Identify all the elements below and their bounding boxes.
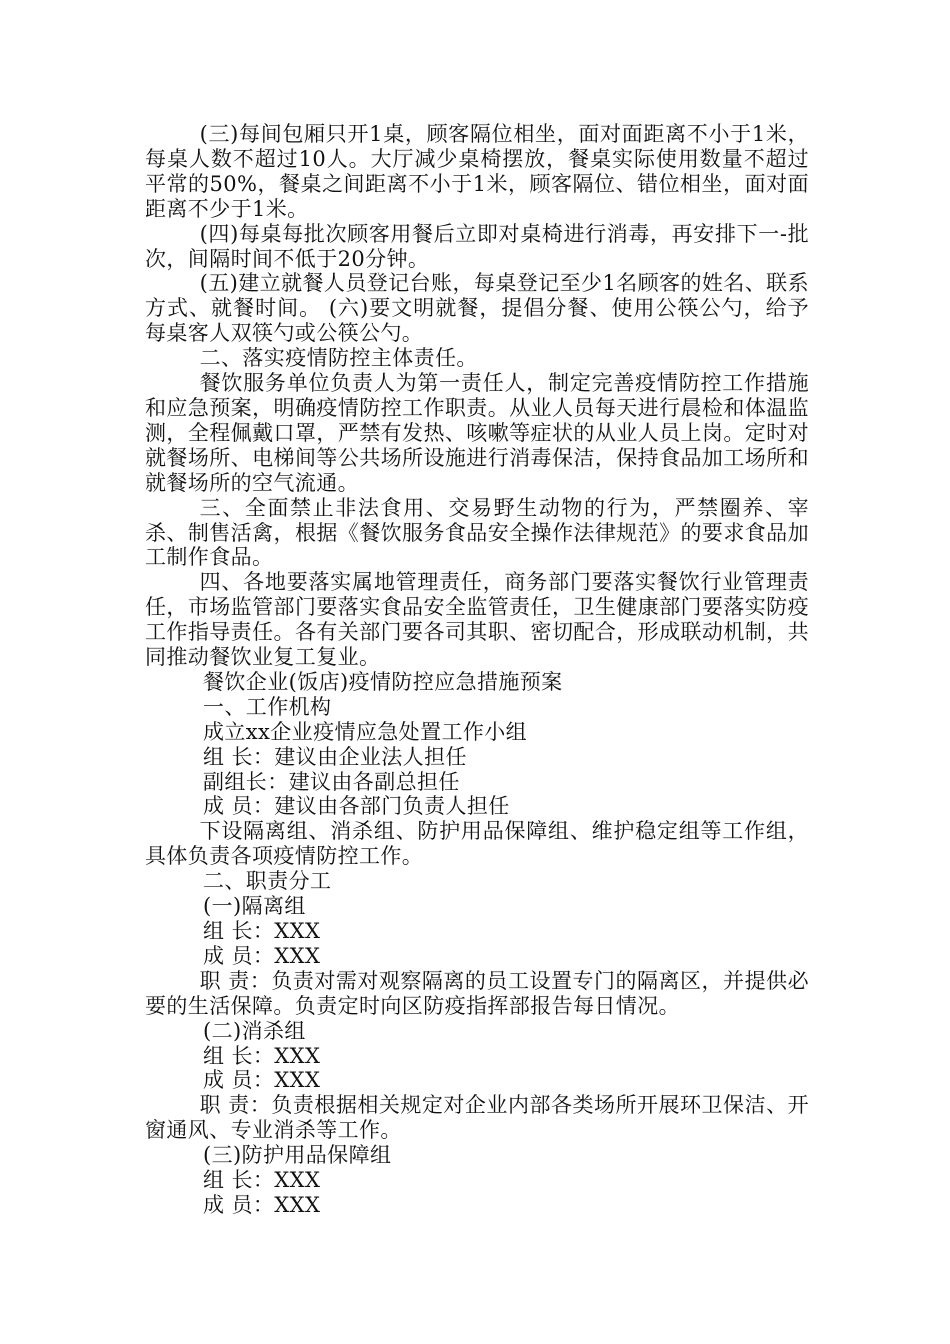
heading-protective-supplies-group: (三)防护用品保障组 bbox=[203, 1143, 392, 1168]
paragraph-subgroups: 下设隔离组、消杀组、防护用品保障组、维护稳定组等工作组，具体负责各项疫情防控工作。 bbox=[145, 819, 809, 869]
protective-supplies-group-members: 成 员：XXX bbox=[203, 1192, 321, 1217]
document-body bbox=[145, 122, 809, 1218]
paragraph-table-disinfection: (四)每桌每批次顾客用餐后立即对桌椅进行消毒，再安排下一-批次，间隔时间不低于20分钟。 bbox=[145, 221, 809, 271]
disinfection-group-leader: 组 长：XXX bbox=[203, 1043, 321, 1068]
isolation-group-members: 成 员：XXX bbox=[203, 943, 321, 968]
paragraph-private-room-seating: (三)每间包厢只开1桌，顾客隔位相坐，面对面距离不小于1米，每桌人数不超过10人。大厅减少桌椅摆放，餐桌实际使用数量不超过平常的50%，餐桌之间距离不小于1米，顾客隔位、错位相坐，面对面距离不少于1米。 bbox=[145, 122, 809, 221]
paragraph-local-management: 四、各地要落实属地管理责任，商务部门要落实餐饮行业管理责任，市场监管部门要落实食品安全监管责任，卫生健康部门要落实防疫工作指导责任。各有关部门要各司其职、密切配合，形成联动机制，共同推动餐饮业复工复业。 bbox=[145, 570, 809, 670]
line-group-leader: 组 长：建议由企业法人担任 bbox=[203, 744, 467, 769]
paragraph-wildlife-ban: 三、全面禁止非法食用、交易野生动物的行为，严禁圈养、宰杀、制售活禽，根据《餐饮服务食品安全操作法律规范》的要求食品加工制作食品。 bbox=[145, 495, 809, 570]
line-deputy-leader: 副组长：建议由各副总担任 bbox=[203, 769, 460, 794]
disinfection-group-duties: 职 责：负责根据相关规定对企业内部各类场所开展环卫保洁、开窗通风、专业消杀等工作。 bbox=[145, 1093, 809, 1143]
paragraph-responsible-person: 餐饮服务单位负责人为第一责任人，制定完善疫情防控工作措施和应急预案，明确疫情防控工作职责。从业人员每天进行晨检和体温监测，全程佩戴口罩，严禁有发热、咳嗽等症状的从业人员上岗。定时对就餐场所、电梯间等公共场所设施进行消毒保洁，保持食品加工场所和就餐场所的空气流通。 bbox=[145, 371, 809, 495]
disinfection-group-members: 成 员：XXX bbox=[203, 1068, 321, 1093]
isolation-group-duties: 职 责：负责对需对观察隔离的员工设置专门的隔离区，并提供必要的生活保障。负责定时向区防疫指挥部报告每日情况。 bbox=[145, 968, 809, 1018]
heading-disinfection-group: (二)消杀组 bbox=[203, 1018, 306, 1043]
heading-responsibility: 二、落实疫情防控主体责任。 bbox=[199, 346, 478, 371]
line-establish-group: 成立xx企业疫情应急处置工作小组 bbox=[203, 719, 528, 744]
heading-work-organization: 一、工作机构 bbox=[203, 694, 332, 719]
paragraph-diner-registration: (五)建立就餐人员登记台账，每桌登记至少1名顾客的姓名、联系方式、就餐时间。 (六)要文明就餐，提倡分餐、使用公筷公勺，给予每桌客人双筷勺或公筷公勺。 bbox=[145, 271, 809, 346]
isolation-group-leader: 组 长：XXX bbox=[203, 919, 321, 943]
line-members: 成 员：建议由各部门负责人担任 bbox=[203, 794, 510, 819]
protective-supplies-group-leader: 组 长：XXX bbox=[203, 1168, 321, 1193]
heading-duty-division: 二、职责分工 bbox=[203, 869, 332, 894]
plan-title: 餐饮企业(饭店)疫情防控应急措施预案 bbox=[203, 669, 563, 694]
heading-isolation-group: (一)隔离组 bbox=[203, 894, 306, 919]
